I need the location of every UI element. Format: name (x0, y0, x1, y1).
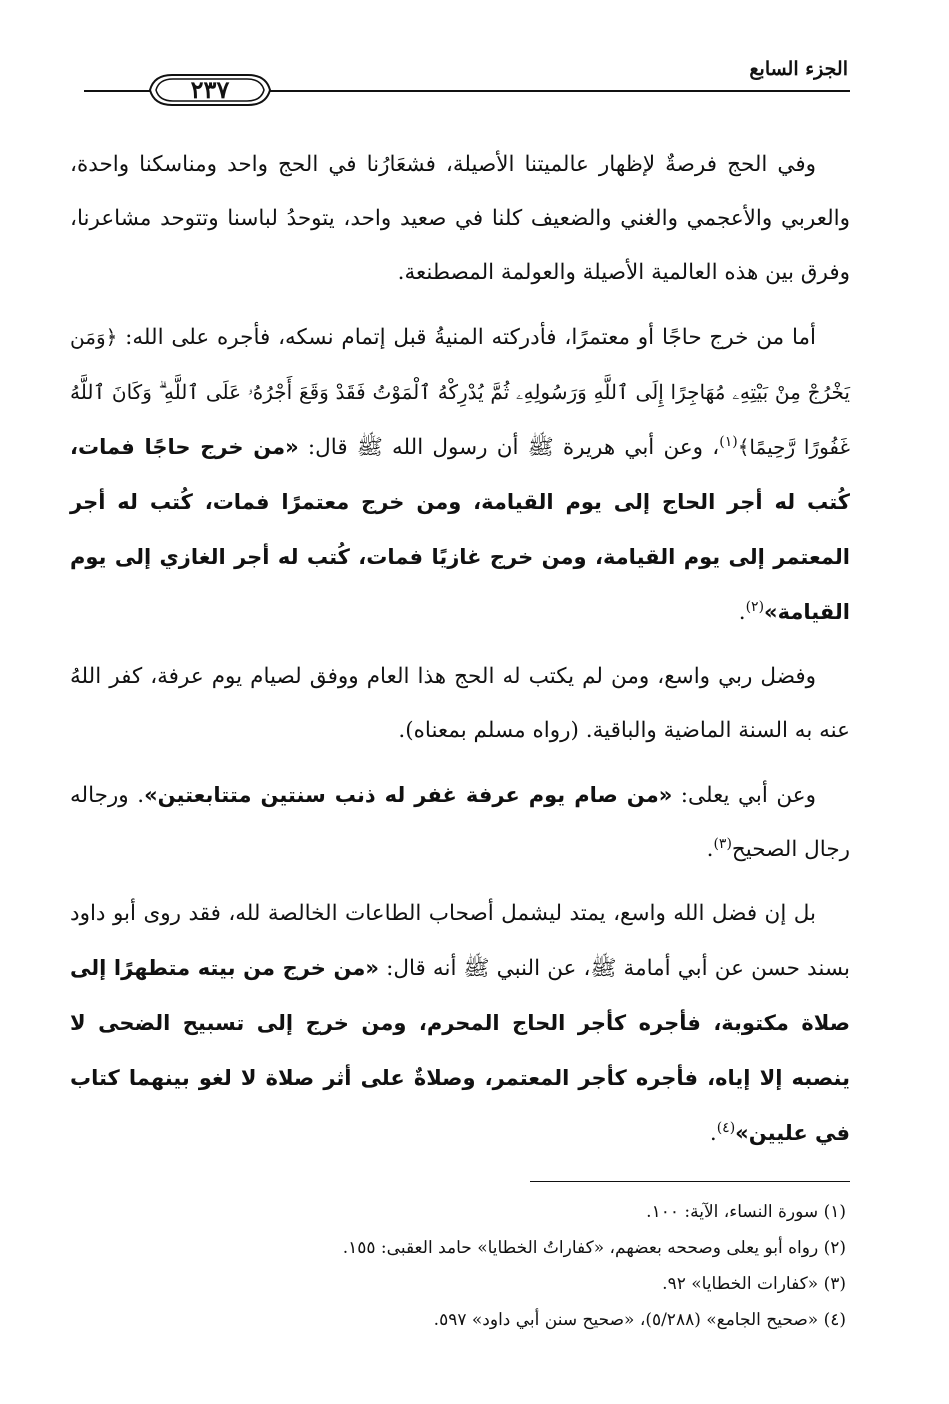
paragraph-1 (70, 138, 850, 300)
footnote-ref-4: (٤) (716, 1119, 736, 1136)
paragraph-5 (70, 887, 850, 1161)
footnote-2: (٢) رواه أبو يعلى وصححه بعضهم، «كفاراتُ الخطايا» حامد العقبى: ١٥٥. (342, 1238, 846, 1258)
paragraph-2-end: . (738, 600, 746, 625)
body-text (70, 138, 850, 1161)
book-page (70, 50, 850, 1370)
paragraph-4-intro: وعن أبي يعلى: (672, 783, 816, 808)
hadith-text-3: «من خرج من بيته متطهرًا إلى صلاة مكتوبة، فأجره كأجر الحاج المحرم، ومن خرج إلى تسبيح الضحى لا ينصبه إلا إياه، فأجره كأجر المعتمر، وصلاةٌ على أثر صلاة لا لغو بينهما كتاب في عليين» (70, 956, 850, 1145)
paragraph-3 (70, 650, 850, 758)
paragraph-4-middle: . ورجاله رجال الصحيح (70, 783, 850, 862)
page-number: ٢٣٧ (190, 75, 230, 104)
page-number-frame (140, 72, 280, 108)
paragraph-4-end: . (706, 837, 714, 862)
paragraph-2-middle: ، وعن أبي هريرة ﷺ أن رسول الله ﷺ قال: (298, 435, 720, 460)
running-title: الجزء السابع (749, 58, 848, 80)
paragraph-3-text: وفضل ربي واسع، ومن لم يكتب له الحج هذا العام ووفق لصيام يوم عرفة، كفر اللهُ عنه به السنة الماضية والباقية. (رواه مسلم بمعناه). (70, 664, 850, 743)
footnote-ref-3: (٣) (713, 835, 732, 852)
paragraph-1-text: وفي الحج فرصةٌ لإظهار عالميتنا الأصيلة، فشعَارُنا في الحج واحد ومناسكنا واحدة، والعربي والأعجمي والغني والضعيف كلنا في صعيد واحد، يتوحدُ لباسنا وتتوحد مشاعرنا، وفرق بين هذه العالمية الأصيلة والعولمة المصطنعة. (70, 152, 850, 285)
footnotes (70, 1194, 850, 1338)
footnote-ref-1: (١) (719, 433, 738, 450)
footnote-1: (١) سورة النساء، الآية: ١٠٠. (646, 1202, 846, 1222)
page-header (70, 50, 850, 108)
footnote-separator (530, 1181, 850, 1182)
hadith-text-1: «من خرج حاجًا فمات، كُتب له أجر الحاج إلى يوم القيامة، ومن خرج معتمرًا فمات، كُتب له أجر المعتمر إلى يوم القيامة، ومن خرج غازيًا فمات، كُتب له أجر الغازي إلى يوم القيامة» (70, 435, 850, 624)
hadith-text-2: «من صام يوم عرفة غفر له ذنب سنتين متتابعتين» (144, 783, 673, 807)
quran-verse: ﴿وَمَن يَخْرُجْ مِنْ بَيْتِهِۦ مُهَاجِرًا إِلَى ٱللَّهِ وَرَسُولِهِۦ ثُمَّ يُدْرِكْهُ ٱلْمَوْتُ فَقَدْ وَقَعَ أَجْرُهُۥ عَلَى ٱللَّهِ ۗ وَكَانَ ٱللَّهُ غَفُورًا رَّحِيمًا﴾ (70, 325, 850, 459)
paragraph-5-intro: بل إن فضل الله واسع، يمتد ليشمل أصحاب الطاعات الخالصة لله، فقد روى أبو داود بسند حسن عن أبي أمامة ﷺ، عن النبي ﷺ أنه قال: (70, 901, 850, 981)
footnote-4: (٤) «صحيح الجامع» (٥/٢٨٨)، «صحيح سنن أبي داود» ٥٩٧. (433, 1310, 846, 1330)
paragraph-5-end: . (709, 1121, 717, 1146)
paragraph-2-intro: أما من خرج حاجًا أو معتمرًا، فأدركته المنيةُ قبل إتمام نسكه، فأجره على الله: (117, 325, 816, 350)
footnote-ref-2: (٢) (745, 598, 765, 615)
paragraph-4 (70, 768, 850, 877)
footnote-3: (٣) «كفارات الخطايا» ٩٢. (662, 1274, 846, 1294)
paragraph-2 (70, 310, 850, 640)
